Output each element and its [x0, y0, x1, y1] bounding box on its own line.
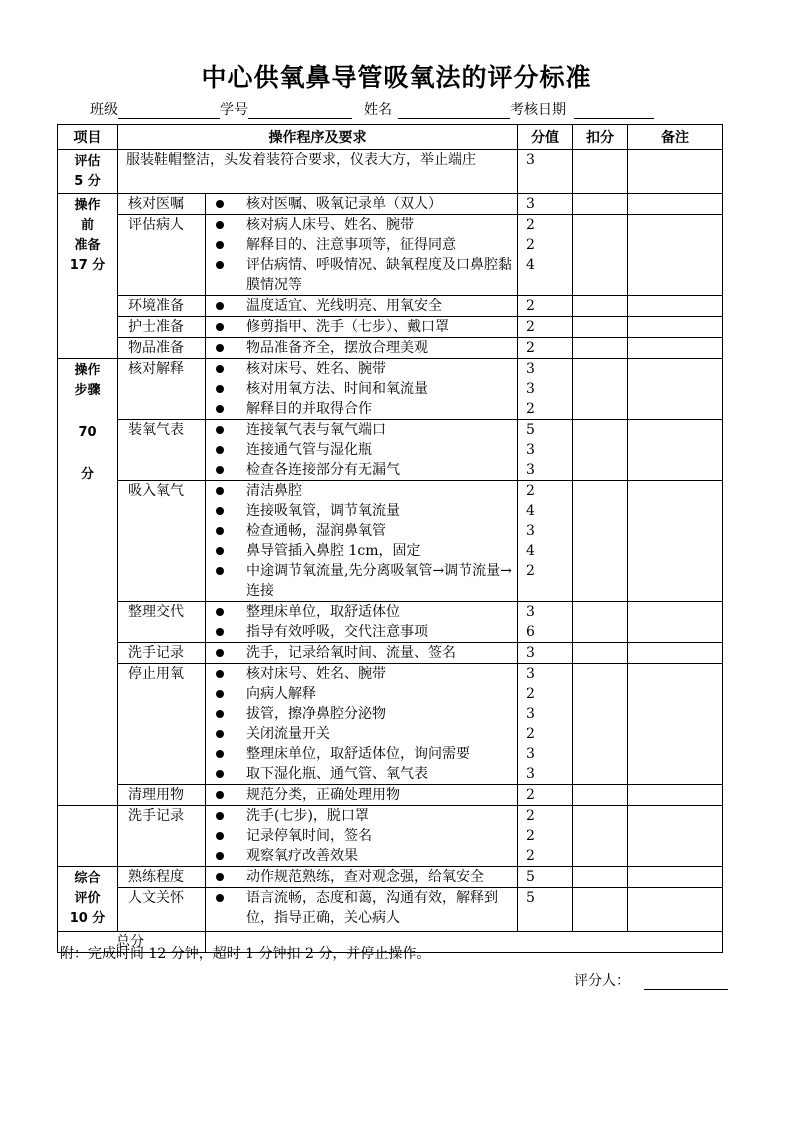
deduct-cell[interactable]	[573, 481, 628, 602]
table-row	[58, 150, 723, 194]
student-info-line	[90, 99, 730, 119]
cell-text: 3	[526, 766, 535, 782]
deduct-cell[interactable]	[573, 867, 628, 888]
bullet-icon	[216, 385, 224, 393]
list-item	[206, 561, 517, 601]
cell-text: 10 分	[69, 911, 106, 926]
header-score: 分值	[518, 125, 573, 150]
remark-cell[interactable]	[628, 420, 723, 481]
class-label: 班级	[90, 102, 118, 118]
bullet-icon	[216, 446, 224, 454]
remark-cell[interactable]	[628, 785, 723, 806]
table-row	[58, 602, 723, 643]
student-id-blank	[248, 103, 352, 119]
deduct-cell[interactable]	[573, 664, 628, 785]
category-prep	[58, 194, 118, 359]
cell-text: 操作	[74, 198, 101, 213]
deduct-cell[interactable]	[573, 338, 628, 359]
list-item	[206, 888, 517, 928]
remark-cell[interactable]	[628, 643, 723, 664]
cell-text	[58, 443, 117, 465]
table-row	[58, 338, 723, 359]
class-blank	[118, 103, 220, 119]
list-item	[206, 399, 517, 419]
sub-item: 整理交代	[118, 602, 206, 643]
bullet-icon	[216, 873, 224, 881]
requirement-text: 拔管，擦净鼻腔分泌物	[246, 706, 386, 722]
cell-text: 2	[526, 237, 535, 253]
bullet-icon	[216, 770, 224, 778]
table-row	[58, 481, 723, 602]
sub-item: 护士准备	[118, 317, 206, 338]
requirement-text: 检查各连接部分有无漏气	[246, 462, 400, 478]
table-header-row	[58, 125, 723, 150]
list-item	[206, 764, 517, 784]
table-row	[58, 888, 723, 932]
table-row	[58, 359, 723, 420]
exam-date-label: 考核日期	[510, 102, 566, 118]
list-item	[206, 602, 517, 622]
cell-text: 2	[526, 217, 535, 233]
list-item	[206, 684, 517, 704]
cell-text: 2	[526, 340, 535, 356]
deduct-cell[interactable]	[573, 420, 628, 481]
cell-text: 2	[526, 808, 535, 824]
eval-text: 服装鞋帽整洁，头发着装符合要求，仪表大方，举止端庄	[118, 150, 518, 194]
list-item	[206, 460, 517, 480]
cell-text: 3	[526, 196, 535, 212]
requirement-text: 关闭流量开关	[246, 726, 330, 742]
cell-text: 5	[526, 422, 535, 438]
cell-text: 3	[526, 604, 535, 620]
category-empty	[58, 806, 118, 867]
deduct-cell[interactable]	[573, 296, 628, 317]
cell-text: 操作	[74, 363, 101, 378]
bullet-icon	[216, 466, 224, 474]
cell-text: 步骤	[74, 383, 101, 398]
list-item	[206, 744, 517, 764]
table-row	[58, 215, 723, 296]
deduct-cell[interactable]	[573, 194, 628, 215]
name-blank	[398, 103, 510, 119]
remark-cell[interactable]	[628, 338, 723, 359]
requirement-text: 整理床单位，取舒适体位	[246, 604, 400, 620]
cell-text: 准备	[74, 238, 101, 253]
sub-item: 物品准备	[118, 338, 206, 359]
cell-text: 2	[526, 298, 535, 314]
deduct-cell[interactable]	[573, 643, 628, 664]
bullet-icon	[216, 832, 224, 840]
remark-cell[interactable]	[628, 602, 723, 643]
bullet-icon	[216, 608, 224, 616]
requirement-text: 温度适宜、光线明亮、用氧安全	[246, 298, 442, 314]
table-row	[58, 317, 723, 338]
cell-text: 6	[526, 624, 535, 640]
list-item	[206, 338, 517, 358]
table-row	[58, 296, 723, 317]
list-item	[206, 622, 517, 642]
requirement-text: 向病人解释	[246, 686, 316, 702]
cell-text: 4	[526, 257, 535, 273]
list-item	[206, 255, 517, 295]
sub-item: 洗手记录	[118, 643, 206, 664]
remark-cell[interactable]	[628, 150, 723, 194]
bullet-icon	[216, 852, 224, 860]
sub-item: 清理用物	[118, 785, 206, 806]
cell-text: 5 分	[74, 174, 101, 189]
sub-item: 评估病人	[118, 215, 206, 296]
grader-blank	[644, 974, 728, 990]
cell-text: 5	[526, 869, 535, 885]
requirement-text: 指导有效呼吸，交代注意事项	[246, 624, 428, 640]
header-remark: 备注	[628, 125, 723, 150]
deduct-cell[interactable]	[573, 317, 628, 338]
requirement-text: 连接氧气表与氧气端口	[246, 422, 386, 438]
list-item	[206, 867, 517, 887]
bullet-icon	[216, 487, 224, 495]
list-item	[206, 215, 517, 235]
requirement-text: 动作规范熟练，查对观念强，给氧安全	[246, 869, 484, 885]
list-item	[206, 643, 517, 663]
requirement-text: 洗手，记录给氧时间、流量、签名	[246, 645, 456, 661]
cell-text: 17 分	[69, 258, 106, 273]
requirement-text: 中途调节氧流量,先分离吸氧管→调节流量→连接	[246, 563, 512, 599]
table-row	[58, 806, 723, 867]
requirement-text: 评估病情、呼吸情况、缺氧程度及口鼻腔黏膜情况等	[246, 257, 512, 293]
requirement-text: 检查通畅，湿润鼻氧管	[246, 523, 386, 539]
remark-cell[interactable]	[628, 481, 723, 602]
list-item	[206, 846, 517, 866]
bullet-icon	[216, 365, 224, 373]
requirement-text: 记录停氧时间，签名	[246, 828, 372, 844]
list-item	[206, 664, 517, 684]
deduct-cell[interactable]	[573, 806, 628, 867]
sub-item: 核对医嘱	[118, 194, 206, 215]
list-item	[206, 541, 517, 561]
sub-item: 环境准备	[118, 296, 206, 317]
table-row	[58, 420, 723, 481]
student-id-label: 学号	[220, 102, 248, 118]
requirement-text: 物品准备齐全，摆放合理美观	[246, 340, 428, 356]
bullet-icon	[216, 649, 224, 657]
requirement-text: 观察氧疗改善效果	[246, 848, 358, 864]
total-label: 总分	[58, 932, 206, 953]
requirement-text: 连接通气管与湿化瓶	[246, 442, 372, 458]
requirement-text: 核对用氧方法、时间和氧流量	[246, 381, 428, 397]
eval-score	[518, 150, 573, 194]
bullet-icon	[216, 323, 224, 331]
sub-item: 装氧气表	[118, 420, 206, 481]
bullet-icon	[216, 200, 224, 208]
list-item	[206, 235, 517, 255]
cell-text: 4	[526, 503, 535, 519]
table-row	[58, 867, 723, 888]
list-item	[206, 501, 517, 521]
sub-item: 熟练程度	[118, 867, 206, 888]
deduct-cell[interactable]	[573, 888, 628, 932]
table-row	[58, 664, 723, 785]
requirement-text: 解释目的并取得合作	[246, 401, 372, 417]
list-item	[206, 785, 517, 805]
list-item	[206, 359, 517, 379]
bullet-icon	[216, 261, 224, 269]
deduct-cell[interactable]	[573, 215, 628, 296]
cell-text: 3	[526, 523, 535, 539]
remark-cell[interactable]	[628, 867, 723, 888]
list-item	[206, 317, 517, 337]
requirement-text: 洗手(七步)，脱口罩	[246, 808, 369, 824]
list-item	[206, 481, 517, 501]
remark-cell[interactable]	[628, 317, 723, 338]
deduct-cell[interactable]	[573, 785, 628, 806]
cell-text: 5	[526, 890, 535, 906]
requirement-text: 取下湿化瓶、通气管、氧气表	[246, 766, 428, 782]
cell-text: 3	[526, 152, 535, 168]
list-item	[206, 194, 517, 214]
remark-cell[interactable]	[628, 888, 723, 932]
header-deduct: 扣分	[573, 125, 628, 150]
cell-text: 3	[526, 361, 535, 377]
bullet-icon	[216, 791, 224, 799]
bullet-icon	[216, 567, 224, 575]
bullet-icon	[216, 302, 224, 310]
requirement-text: 解释目的、注意事项等，征得同意	[246, 237, 456, 253]
bullet-icon	[216, 507, 224, 515]
sub-item: 洗手记录	[118, 806, 206, 867]
bullet-icon	[216, 690, 224, 698]
list-item	[206, 826, 517, 846]
list-item	[206, 420, 517, 440]
requirement-text: 核对病人床号、姓名、腕带	[246, 217, 414, 233]
cell-text: 前	[80, 218, 94, 233]
sub-item: 人文关怀	[118, 888, 206, 932]
remark-cell[interactable]	[628, 664, 723, 785]
requirement-text: 核对医嘱、吸氧记录单（双人）	[246, 196, 442, 212]
cell-text: 2	[526, 563, 535, 579]
bullet-icon	[216, 730, 224, 738]
category-overall	[58, 867, 118, 932]
cell-text: 3	[526, 442, 535, 458]
cell-text: 2	[526, 319, 535, 335]
page-title: 中心供氧鼻导管吸氧法的评分标准	[201, 63, 592, 92]
bullet-icon	[216, 670, 224, 678]
list-item	[206, 704, 517, 724]
cell-text: 4	[526, 543, 535, 559]
requirement-text: 语言流畅，态度和蔼，沟通有效，解释到位，指导正确，关心病人	[246, 890, 498, 926]
category-eval	[58, 150, 118, 194]
cell-text: 3	[526, 645, 535, 661]
header-procedure: 操作程序及要求	[118, 125, 518, 150]
bullet-icon	[216, 628, 224, 636]
requirement-text: 鼻导管插入鼻腔 1cm，固定	[246, 543, 421, 559]
cell-text: 2	[526, 401, 535, 417]
footnote: 附：完成时间 12 分钟，超时 1 分钟扣 2 分，并停止操作。	[60, 946, 431, 962]
name-label: 姓名	[364, 102, 392, 118]
list-item	[206, 806, 517, 826]
table-row	[58, 194, 723, 215]
sub-item: 吸入氧气	[118, 481, 206, 602]
scoring-table	[57, 124, 723, 953]
requirement-text: 规范分类，正确处理用物	[246, 787, 400, 803]
cell-text: 评估	[74, 154, 101, 169]
grader-label: 评分人：	[574, 973, 630, 989]
remark-cell[interactable]	[628, 359, 723, 420]
table-row	[58, 643, 723, 664]
cell-text: 评价	[74, 891, 101, 906]
cell-text: 综合	[74, 871, 101, 886]
requirement-text: 修剪指甲、洗手（七步）、戴口罩	[246, 319, 449, 335]
requirement-text: 核对床号、姓名、腕带	[246, 361, 386, 377]
cell-text: 3	[526, 462, 535, 478]
bullet-icon	[216, 221, 224, 229]
requirement-text: 清洁鼻腔	[246, 483, 302, 499]
list-item	[206, 521, 517, 541]
bullet-icon	[216, 527, 224, 535]
table-row	[58, 785, 723, 806]
bullet-icon	[216, 812, 224, 820]
bullet-icon	[216, 405, 224, 413]
cell-text: 2	[526, 787, 535, 803]
remark-cell[interactable]	[628, 215, 723, 296]
cell-text: 2	[526, 848, 535, 864]
remark-cell[interactable]	[628, 806, 723, 867]
list-item	[206, 379, 517, 399]
remark-cell[interactable]	[628, 296, 723, 317]
cell-text: 3	[526, 666, 535, 682]
cell-text: 3	[526, 746, 535, 762]
exam-date-blank	[574, 103, 654, 119]
category-steps	[58, 359, 118, 806]
deduct-cell[interactable]	[573, 359, 628, 420]
grader-line	[574, 970, 728, 990]
bullet-icon	[216, 894, 224, 902]
list-item	[206, 724, 517, 744]
deduct-cell[interactable]	[573, 602, 628, 643]
sub-item: 停止用氧	[118, 664, 206, 785]
cell-text: 分	[80, 467, 94, 482]
requirement-text: 核对床号、姓名、腕带	[246, 666, 386, 682]
bullet-icon	[216, 241, 224, 249]
bullet-icon	[216, 426, 224, 434]
remark-cell[interactable]	[628, 194, 723, 215]
deduct-cell[interactable]	[573, 150, 628, 194]
bullet-icon	[216, 547, 224, 555]
header-item: 项目	[58, 125, 118, 150]
bullet-icon	[216, 750, 224, 758]
bullet-icon	[216, 344, 224, 352]
bullet-icon	[216, 710, 224, 718]
cell-text: 2	[526, 686, 535, 702]
cell-text: 70	[78, 425, 97, 440]
list-item	[206, 440, 517, 460]
requirement-text: 整理床单位，取舒适体位，询问需要	[246, 746, 470, 762]
cell-text: 3	[526, 706, 535, 722]
sub-item: 核对解释	[118, 359, 206, 420]
cell-text: 3	[526, 381, 535, 397]
cell-text	[58, 401, 117, 423]
requirement-text: 连接吸氧管，调节氧流量	[246, 503, 400, 519]
cell-text: 2	[526, 828, 535, 844]
cell-text: 2	[526, 483, 535, 499]
cell-text: 2	[526, 726, 535, 742]
list-item	[206, 296, 517, 316]
